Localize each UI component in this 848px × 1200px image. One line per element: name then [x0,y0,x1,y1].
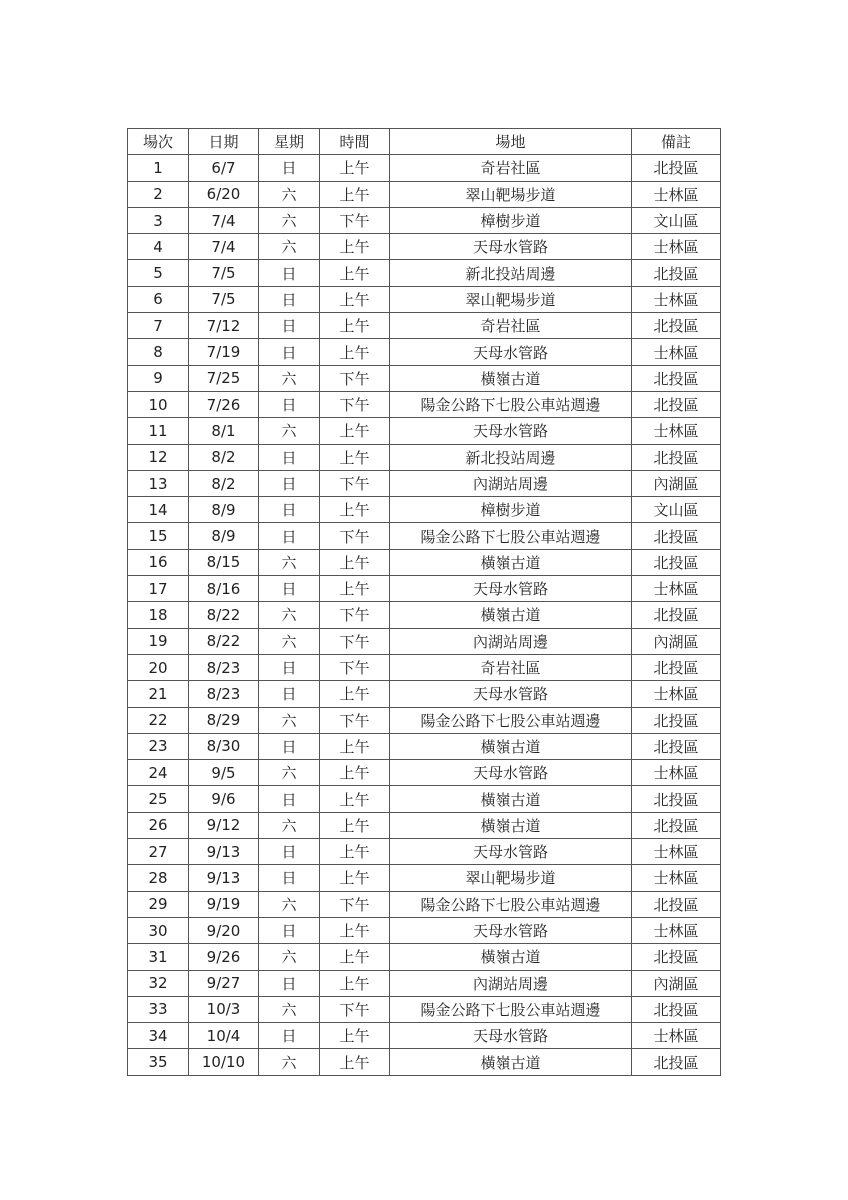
cell-note: 北投區 [632,812,721,838]
cell-venue: 翠山靶場步道 [390,865,632,891]
cell-time: 上午 [320,339,390,365]
cell-note: 北投區 [632,944,721,970]
table-row [128,497,721,523]
cell-session-no: 11 [128,418,189,444]
cell-venue: 天母水管路 [390,576,632,602]
table-row [128,681,721,707]
cell-time: 上午 [320,865,390,891]
cell-venue: 天母水管路 [390,760,632,786]
cell-date: 8/23 [189,681,259,707]
table-row [128,707,721,733]
cell-date: 6/7 [189,155,259,181]
cell-venue: 橫嶺古道 [390,733,632,759]
cell-date: 8/9 [189,523,259,549]
cell-weekday: 日 [259,1023,320,1049]
cell-time: 上午 [320,549,390,575]
cell-weekday: 六 [259,234,320,260]
cell-weekday: 日 [259,865,320,891]
cell-date: 8/16 [189,576,259,602]
cell-date: 7/5 [189,260,259,286]
cell-session-no: 5 [128,260,189,286]
cell-session-no: 15 [128,523,189,549]
cell-time: 下午 [320,602,390,628]
cell-note: 北投區 [632,996,721,1022]
cell-session-no: 10 [128,391,189,417]
cell-session-no: 33 [128,996,189,1022]
table-row [128,628,721,654]
cell-weekday: 日 [259,733,320,759]
table-body [128,155,721,1075]
cell-date: 8/29 [189,707,259,733]
cell-note: 士林區 [632,234,721,260]
cell-note: 北投區 [632,786,721,812]
table-row [128,917,721,943]
cell-date: 10/4 [189,1023,259,1049]
cell-date: 7/12 [189,313,259,339]
cell-time: 下午 [320,523,390,549]
cell-time: 上午 [320,733,390,759]
cell-note: 北投區 [632,523,721,549]
cell-session-no: 1 [128,155,189,181]
table-row [128,313,721,339]
table-row [128,602,721,628]
cell-time: 下午 [320,470,390,496]
cell-note: 士林區 [632,181,721,207]
cell-note: 北投區 [632,891,721,917]
cell-session-no: 19 [128,628,189,654]
cell-note: 北投區 [632,365,721,391]
cell-time: 上午 [320,917,390,943]
cell-note: 北投區 [632,733,721,759]
cell-date: 9/6 [189,786,259,812]
cell-venue: 橫嶺古道 [390,549,632,575]
cell-date: 8/22 [189,628,259,654]
cell-venue: 橫嶺古道 [390,1049,632,1075]
header-date: 日期 [189,129,259,155]
cell-note: 北投區 [632,391,721,417]
cell-venue: 天母水管路 [390,839,632,865]
cell-venue: 奇岩社區 [390,155,632,181]
cell-session-no: 30 [128,917,189,943]
table-row [128,839,721,865]
cell-venue: 橫嶺古道 [390,786,632,812]
cell-time: 上午 [320,681,390,707]
table-row [128,733,721,759]
cell-venue: 天母水管路 [390,339,632,365]
cell-note: 內湖區 [632,970,721,996]
cell-venue: 陽金公路下七股公車站週邊 [390,996,632,1022]
cell-time: 上午 [320,155,390,181]
table-row [128,286,721,312]
header-row [128,129,721,155]
cell-weekday: 日 [259,286,320,312]
header-session-no: 場次 [128,129,189,155]
cell-date: 8/30 [189,733,259,759]
cell-note: 北投區 [632,313,721,339]
cell-time: 上午 [320,1023,390,1049]
cell-session-no: 2 [128,181,189,207]
cell-time: 上午 [320,444,390,470]
cell-weekday: 日 [259,576,320,602]
cell-note: 士林區 [632,917,721,943]
cell-venue: 橫嶺古道 [390,812,632,838]
cell-session-no: 12 [128,444,189,470]
cell-session-no: 16 [128,549,189,575]
header-venue: 場地 [390,129,632,155]
cell-date: 6/20 [189,181,259,207]
cell-weekday: 六 [259,418,320,444]
cell-date: 9/13 [189,839,259,865]
cell-date: 8/2 [189,444,259,470]
cell-date: 7/5 [189,286,259,312]
cell-time: 上午 [320,286,390,312]
cell-venue: 橫嶺古道 [390,602,632,628]
cell-date: 9/27 [189,970,259,996]
cell-session-no: 26 [128,812,189,838]
cell-time: 上午 [320,786,390,812]
cell-session-no: 7 [128,313,189,339]
cell-time: 上午 [320,497,390,523]
cell-venue: 樟樹步道 [390,207,632,233]
cell-note: 北投區 [632,260,721,286]
cell-session-no: 28 [128,865,189,891]
table-row [128,996,721,1022]
cell-time: 下午 [320,654,390,680]
cell-venue: 樟樹步道 [390,497,632,523]
cell-weekday: 日 [259,470,320,496]
cell-time: 上午 [320,760,390,786]
cell-session-no: 18 [128,602,189,628]
cell-date: 8/15 [189,549,259,575]
cell-venue: 新北投站周邊 [390,260,632,286]
cell-session-no: 8 [128,339,189,365]
cell-date: 9/19 [189,891,259,917]
cell-weekday: 六 [259,602,320,628]
cell-weekday: 六 [259,549,320,575]
cell-date: 8/23 [189,654,259,680]
cell-note: 士林區 [632,286,721,312]
cell-time: 上午 [320,313,390,339]
cell-weekday: 六 [259,628,320,654]
table-row [128,260,721,286]
cell-time: 上午 [320,970,390,996]
cell-venue: 天母水管路 [390,681,632,707]
table-row [128,234,721,260]
cell-date: 8/2 [189,470,259,496]
cell-weekday: 六 [259,891,320,917]
cell-weekday: 六 [259,207,320,233]
cell-time: 下午 [320,707,390,733]
cell-session-no: 29 [128,891,189,917]
cell-venue: 翠山靶場步道 [390,181,632,207]
cell-note: 北投區 [632,654,721,680]
cell-date: 9/20 [189,917,259,943]
cell-weekday: 日 [259,970,320,996]
table-row [128,549,721,575]
cell-weekday: 六 [259,365,320,391]
cell-venue: 奇岩社區 [390,654,632,680]
cell-note: 士林區 [632,418,721,444]
cell-note: 北投區 [632,707,721,733]
cell-venue: 橫嶺古道 [390,365,632,391]
cell-weekday: 日 [259,339,320,365]
table-row [128,523,721,549]
table-row [128,365,721,391]
cell-weekday: 日 [259,839,320,865]
cell-weekday: 六 [259,812,320,838]
header-weekday: 星期 [259,129,320,155]
cell-weekday: 六 [259,707,320,733]
cell-session-no: 34 [128,1023,189,1049]
cell-note: 士林區 [632,576,721,602]
cell-date: 8/1 [189,418,259,444]
table-row [128,181,721,207]
cell-weekday: 日 [259,313,320,339]
table-row [128,654,721,680]
cell-note: 士林區 [632,760,721,786]
cell-venue: 內湖站周邊 [390,628,632,654]
cell-note: 文山區 [632,497,721,523]
cell-time: 上午 [320,234,390,260]
cell-venue: 新北投站周邊 [390,444,632,470]
cell-venue: 奇岩社區 [390,313,632,339]
cell-weekday: 六 [259,760,320,786]
cell-date: 10/3 [189,996,259,1022]
cell-date: 9/13 [189,865,259,891]
cell-note: 士林區 [632,865,721,891]
cell-venue: 陽金公路下七股公車站週邊 [390,891,632,917]
cell-venue: 陽金公路下七股公車站週邊 [390,523,632,549]
cell-session-no: 27 [128,839,189,865]
cell-time: 下午 [320,365,390,391]
cell-session-no: 13 [128,470,189,496]
cell-time: 下午 [320,891,390,917]
table-row [128,970,721,996]
cell-venue: 天母水管路 [390,917,632,943]
cell-time: 上午 [320,260,390,286]
cell-session-no: 25 [128,786,189,812]
cell-session-no: 22 [128,707,189,733]
cell-time: 上午 [320,944,390,970]
cell-weekday: 日 [259,260,320,286]
cell-session-no: 23 [128,733,189,759]
cell-session-no: 6 [128,286,189,312]
cell-time: 下午 [320,391,390,417]
cell-weekday: 日 [259,654,320,680]
table-row [128,418,721,444]
cell-weekday: 日 [259,681,320,707]
cell-weekday: 日 [259,786,320,812]
cell-weekday: 日 [259,444,320,470]
table-row [128,812,721,838]
cell-note: 北投區 [632,1049,721,1075]
table-row [128,865,721,891]
cell-time: 上午 [320,812,390,838]
table-row [128,391,721,417]
cell-date: 7/19 [189,339,259,365]
cell-weekday: 六 [259,181,320,207]
table-row [128,1049,721,1075]
cell-session-no: 21 [128,681,189,707]
cell-venue: 陽金公路下七股公車站週邊 [390,391,632,417]
cell-note: 內湖區 [632,470,721,496]
cell-weekday: 日 [259,917,320,943]
table-row [128,339,721,365]
cell-note: 內湖區 [632,628,721,654]
cell-note: 士林區 [632,839,721,865]
cell-weekday: 日 [259,155,320,181]
cell-date: 8/9 [189,497,259,523]
table-row [128,1023,721,1049]
cell-time: 下午 [320,996,390,1022]
cell-session-no: 9 [128,365,189,391]
cell-date: 8/22 [189,602,259,628]
cell-note: 北投區 [632,444,721,470]
cell-weekday: 日 [259,391,320,417]
cell-session-no: 31 [128,944,189,970]
cell-weekday: 日 [259,497,320,523]
cell-note: 士林區 [632,681,721,707]
table-row [128,891,721,917]
cell-note: 文山區 [632,207,721,233]
table-row [128,576,721,602]
cell-session-no: 4 [128,234,189,260]
table-row [128,760,721,786]
cell-date: 9/26 [189,944,259,970]
cell-date: 7/25 [189,365,259,391]
table-row [128,155,721,181]
cell-time: 上午 [320,418,390,444]
table-row [128,786,721,812]
cell-session-no: 14 [128,497,189,523]
cell-time: 上午 [320,1049,390,1075]
cell-time: 上午 [320,181,390,207]
cell-session-no: 20 [128,654,189,680]
table-header [128,129,721,155]
cell-note: 北投區 [632,602,721,628]
table-row [128,444,721,470]
cell-date: 7/26 [189,391,259,417]
cell-venue: 天母水管路 [390,1023,632,1049]
cell-session-no: 24 [128,760,189,786]
header-note: 備註 [632,129,721,155]
cell-time: 上午 [320,576,390,602]
schedule-table [127,128,721,1076]
cell-venue: 天母水管路 [390,418,632,444]
cell-weekday: 六 [259,1049,320,1075]
table-row [128,207,721,233]
cell-weekday: 六 [259,996,320,1022]
cell-session-no: 32 [128,970,189,996]
cell-weekday: 六 [259,944,320,970]
table-row [128,944,721,970]
cell-venue: 翠山靶場步道 [390,286,632,312]
cell-session-no: 35 [128,1049,189,1075]
cell-date: 10/10 [189,1049,259,1075]
cell-date: 7/4 [189,234,259,260]
cell-venue: 陽金公路下七股公車站週邊 [390,707,632,733]
cell-time: 下午 [320,628,390,654]
cell-venue: 內湖站周邊 [390,970,632,996]
cell-weekday: 日 [259,523,320,549]
cell-date: 9/12 [189,812,259,838]
cell-time: 下午 [320,207,390,233]
cell-session-no: 3 [128,207,189,233]
header-time: 時間 [320,129,390,155]
cell-venue: 內湖站周邊 [390,470,632,496]
cell-venue: 橫嶺古道 [390,944,632,970]
cell-note: 北投區 [632,155,721,181]
cell-venue: 天母水管路 [390,234,632,260]
cell-date: 7/4 [189,207,259,233]
cell-note: 北投區 [632,549,721,575]
cell-session-no: 17 [128,576,189,602]
table-row [128,470,721,496]
cell-time: 上午 [320,839,390,865]
cell-date: 9/5 [189,760,259,786]
cell-note: 士林區 [632,1023,721,1049]
cell-note: 士林區 [632,339,721,365]
